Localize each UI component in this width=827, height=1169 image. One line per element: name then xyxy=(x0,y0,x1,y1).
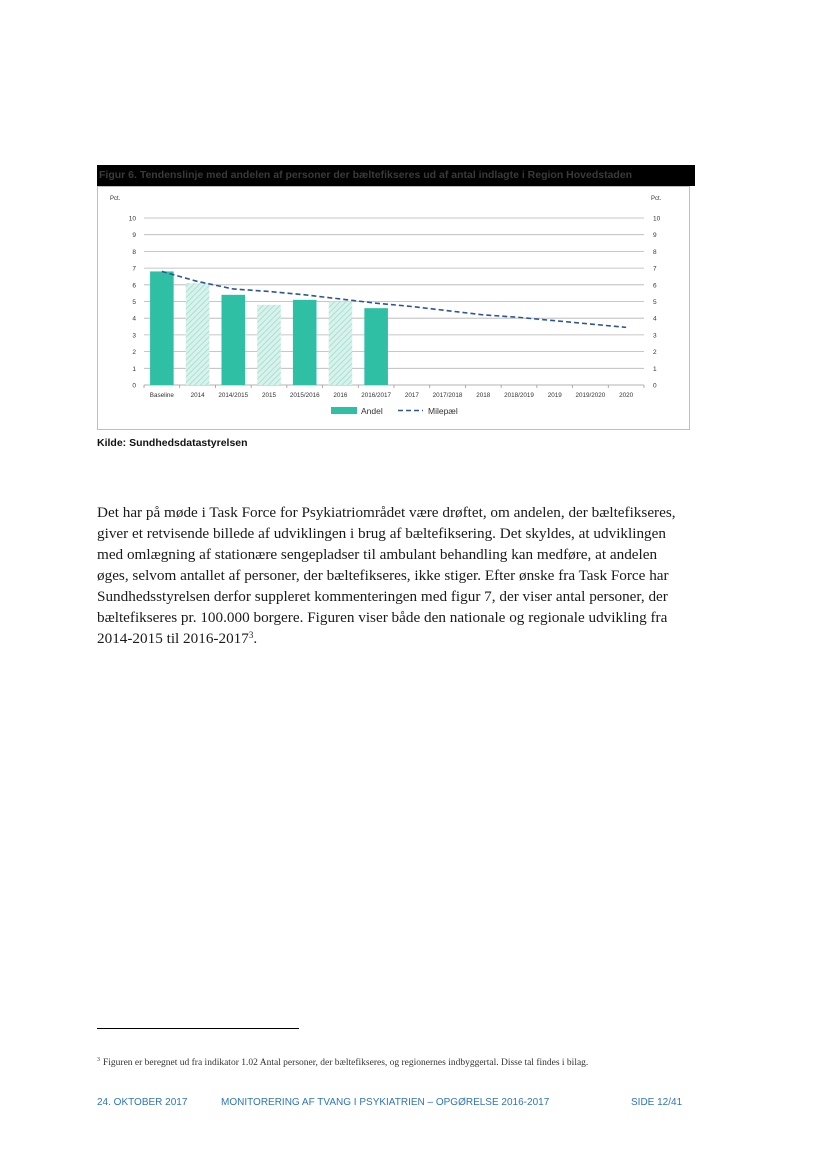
x-tick-label: 2020 xyxy=(619,392,634,399)
y-tick-label-left: 10 xyxy=(128,215,136,223)
x-tick-label: 2019 xyxy=(547,392,562,399)
footnote-number: 3 xyxy=(97,1057,100,1063)
x-tick-label: 2014 xyxy=(190,392,205,399)
body-line-last xyxy=(97,628,697,649)
y-tick-label-left: 9 xyxy=(132,232,136,240)
figure-source: Kilde: Sundhedsdatastyrelsen xyxy=(97,437,248,449)
legend-label-andel: Andel xyxy=(361,406,383,416)
footer-date: 24. OKTOBER 2017 xyxy=(97,1097,188,1108)
x-tick-label: 2015 xyxy=(261,392,277,399)
chart-frame xyxy=(97,186,690,430)
y-tick-label-right: 1 xyxy=(653,365,657,373)
y-tick-label-left: 3 xyxy=(132,332,136,340)
footer-page-number: SIDE 12/41 xyxy=(631,1097,683,1108)
y-tick-label-left: 8 xyxy=(132,248,136,256)
x-tick-label: 2017/2018 xyxy=(432,392,463,399)
y-tick-label-left: 1 xyxy=(132,365,136,373)
bar-andel xyxy=(293,300,317,385)
y-tick-label-left: 6 xyxy=(132,282,136,290)
y-tick-label-right: 6 xyxy=(653,282,657,290)
body-line: med omlægning af stationære sengepladser til ambulant behandling kan medføre, at andelen xyxy=(97,546,658,563)
x-tick-label: 2016 xyxy=(333,392,348,399)
y-axis-label-left: Pct. xyxy=(110,196,121,202)
y-tick-label-right: 0 xyxy=(653,382,657,390)
footnote-divider xyxy=(97,1028,299,1029)
y-tick-label-left: 4 xyxy=(132,315,136,323)
bar-andel xyxy=(150,271,174,385)
bar-andel xyxy=(364,308,388,385)
body-line: Det har på møde i Task Force for Psykiatriområdet være drøftet, om andelen, der bæltefikseres, xyxy=(97,504,676,521)
y-tick-label-right: 3 xyxy=(653,332,657,340)
x-tick-label: Baseline xyxy=(149,392,174,399)
bar-andel xyxy=(186,283,210,385)
y-tick-label-right: 2 xyxy=(653,349,657,357)
chart xyxy=(98,187,689,429)
body-line: øges, selvom antallet af personer, der bæltefikseres, ikke stiger. Efter ønske fra Task Force har xyxy=(97,567,669,584)
y-tick-label-right: 4 xyxy=(653,315,657,323)
x-tick-label: 2018/2019 xyxy=(504,392,534,399)
y-tick-label-right: 9 xyxy=(653,232,657,240)
y-axis-label-right: Pct. xyxy=(651,196,662,202)
body-line: Sundhedsstyrelsen derfor suppleret kommenteringen med figur 7, der viser antal personer, der xyxy=(97,588,668,605)
body-last-text: 2014-2015 til 2016-2017 xyxy=(97,630,249,647)
x-tick-label: 2018 xyxy=(476,392,491,399)
footnote-text: Figuren er beregnet ud fra indikator 1.02 Antal personer, der bæltefikseres, og regionernes indbyggertal. Disse tal findes i bilag. xyxy=(103,1058,589,1068)
y-tick-label-right: 5 xyxy=(653,299,657,306)
y-tick-label-left: 7 xyxy=(132,265,136,273)
x-tick-label: 2014/2015 xyxy=(218,392,249,399)
y-tick-label-right: 10 xyxy=(653,215,661,223)
y-tick-label-left: 2 xyxy=(132,349,136,357)
footnote xyxy=(97,1058,588,1068)
bar-andel xyxy=(329,302,353,386)
x-tick-label: 2017 xyxy=(404,392,419,399)
x-tick-label: 2015/2016 xyxy=(289,392,320,399)
footnote-ref[interactable]: 3 xyxy=(248,630,254,640)
bar-andel xyxy=(222,295,246,385)
y-tick-label-left: 0 xyxy=(132,382,136,390)
x-tick-label: 2016/2017 xyxy=(361,392,392,399)
bar-andel xyxy=(257,305,281,385)
figure-title: Figur 6. Tendenslinje med andelen af personer der bæltefikseres ud af antal indlagte i Region Hovedstaden xyxy=(97,165,695,186)
footer-title: MONITORERING AF TVANG I PSYKIATRIEN – OPGØRELSE 2016-2017 xyxy=(221,1097,550,1108)
body-last-end: . xyxy=(253,630,258,647)
y-tick-label-right: 8 xyxy=(653,248,657,256)
y-tick-label-right: 7 xyxy=(653,265,657,273)
legend-label-milepael: Milepæl xyxy=(428,406,458,416)
body-line: giver et retvisende billede af udviklingen i brug af bæltefiksering. Det skyldes, at udviklingen xyxy=(97,525,666,542)
x-tick-label: 2019/2020 xyxy=(575,392,606,399)
y-tick-label-left: 5 xyxy=(132,299,136,306)
body-line: bæltefikseres pr. 100.000 borgere. Figuren viser både den nationale og regionale udvikling fra xyxy=(97,609,668,626)
legend-swatch-andel xyxy=(331,407,357,414)
body-paragraph xyxy=(97,502,697,649)
